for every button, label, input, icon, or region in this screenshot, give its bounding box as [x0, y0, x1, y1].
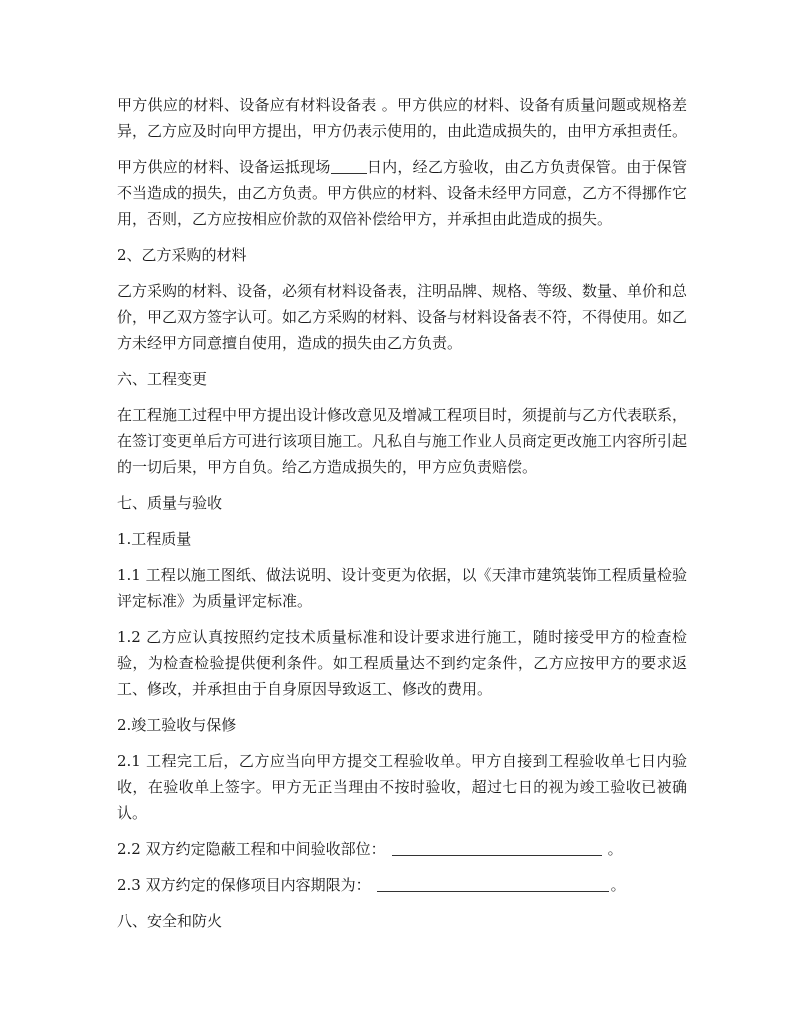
paragraph-2-1: 2.1 工程完工后，乙方应当向甲方提交工程验收单。甲方自接到工程验收单七日内验收，在验收单上签字。甲方无正当理由不按时验收，超过七日的视为竣工验收已被确认。 — [117, 752, 687, 822]
paragraph-materials-delivery — [117, 154, 687, 232]
paragraph-engineering-changes: 在工程施工过程中甲方提出设计修改意见及增减工程项目时，须提前与乙方代表联系，在签订变更单后方可进行该项目施工。凡私自与施工作业人员商定更改施工内容所引起的一切后果，甲方自负。给乙方造成损失的，甲方应负责赔偿。 — [117, 406, 688, 476]
warranty-period-label: 2.3 双方约定的保修项目内容期限为： — [117, 876, 371, 894]
warranty-period-end: 。 — [610, 876, 626, 894]
hidden-works-blank-field — [392, 837, 602, 856]
days-blank-field — [331, 155, 367, 174]
heading-engineering-quality: 1.工程质量 — [117, 530, 192, 548]
document-page — [117, 92, 687, 944]
paragraph-1-1: 1.1 工程以施工图纸、做法说明、设计变更为依据，以《天津市建筑装饰工程质量检验评定标准》为质量评定标准。 — [117, 566, 687, 610]
heading-completion-warranty: 2.竣工验收与保修 — [117, 716, 237, 734]
paragraph-materials-supply: 甲方供应的材料、设备应有材料设备表 。甲方供应的材料、设备有质量问题或规格差异，乙方应及时向甲方提出，甲方仍表示使用的，由此造成损失的，由甲方承担责任。 — [117, 96, 688, 140]
paragraph-2-3 — [117, 872, 687, 898]
paragraph-2-2 — [117, 836, 687, 862]
heading-safety-fire: 八、安全和防火 — [117, 912, 223, 930]
hidden-works-label: 2.2 双方约定隐蔽工程和中间验收部位： — [117, 840, 386, 858]
paragraph-contractor-materials: 乙方采购的材料、设备，必须有材料设备表，注明品牌、规格、等级、数量、单价和总价，甲乙双方签字认可。如乙方采购的材料、设备与材料设备表不符，不得使用。如乙方未经甲方同意擅自使用，造成的损失由乙方负责。 — [117, 282, 688, 352]
delivery-text-after: 日内，经乙方验收，由乙方负责保管。由于保管不当造成的损失，由乙方负责。甲方供应的材料、设备未经甲方同意，乙方不得挪作它用，否则，乙方应按相应价款的双倍补偿给甲方，并承担由此造成的损失。 — [117, 158, 688, 228]
heading-engineering-changes: 六、工程变更 — [117, 370, 208, 388]
delivery-text-before: 甲方供应的材料、设备运抵现场 — [117, 158, 331, 176]
hidden-works-end: 。 — [607, 840, 623, 858]
heading-contractor-materials: 2、乙方采购的材料 — [117, 246, 247, 264]
paragraph-1-2: 1.2 乙方应认真按照约定技术质量标准和设计要求进行施工，随时接受甲方的检查检验，为检查检验提供便利条件。如工程质量达不到约定条件，乙方应按甲方的要求返工、修改，并承担由于自身原因导致返工、修改的费用。 — [117, 628, 687, 698]
warranty-period-blank-field — [377, 873, 609, 892]
heading-quality-acceptance: 七、质量与验收 — [117, 494, 223, 512]
